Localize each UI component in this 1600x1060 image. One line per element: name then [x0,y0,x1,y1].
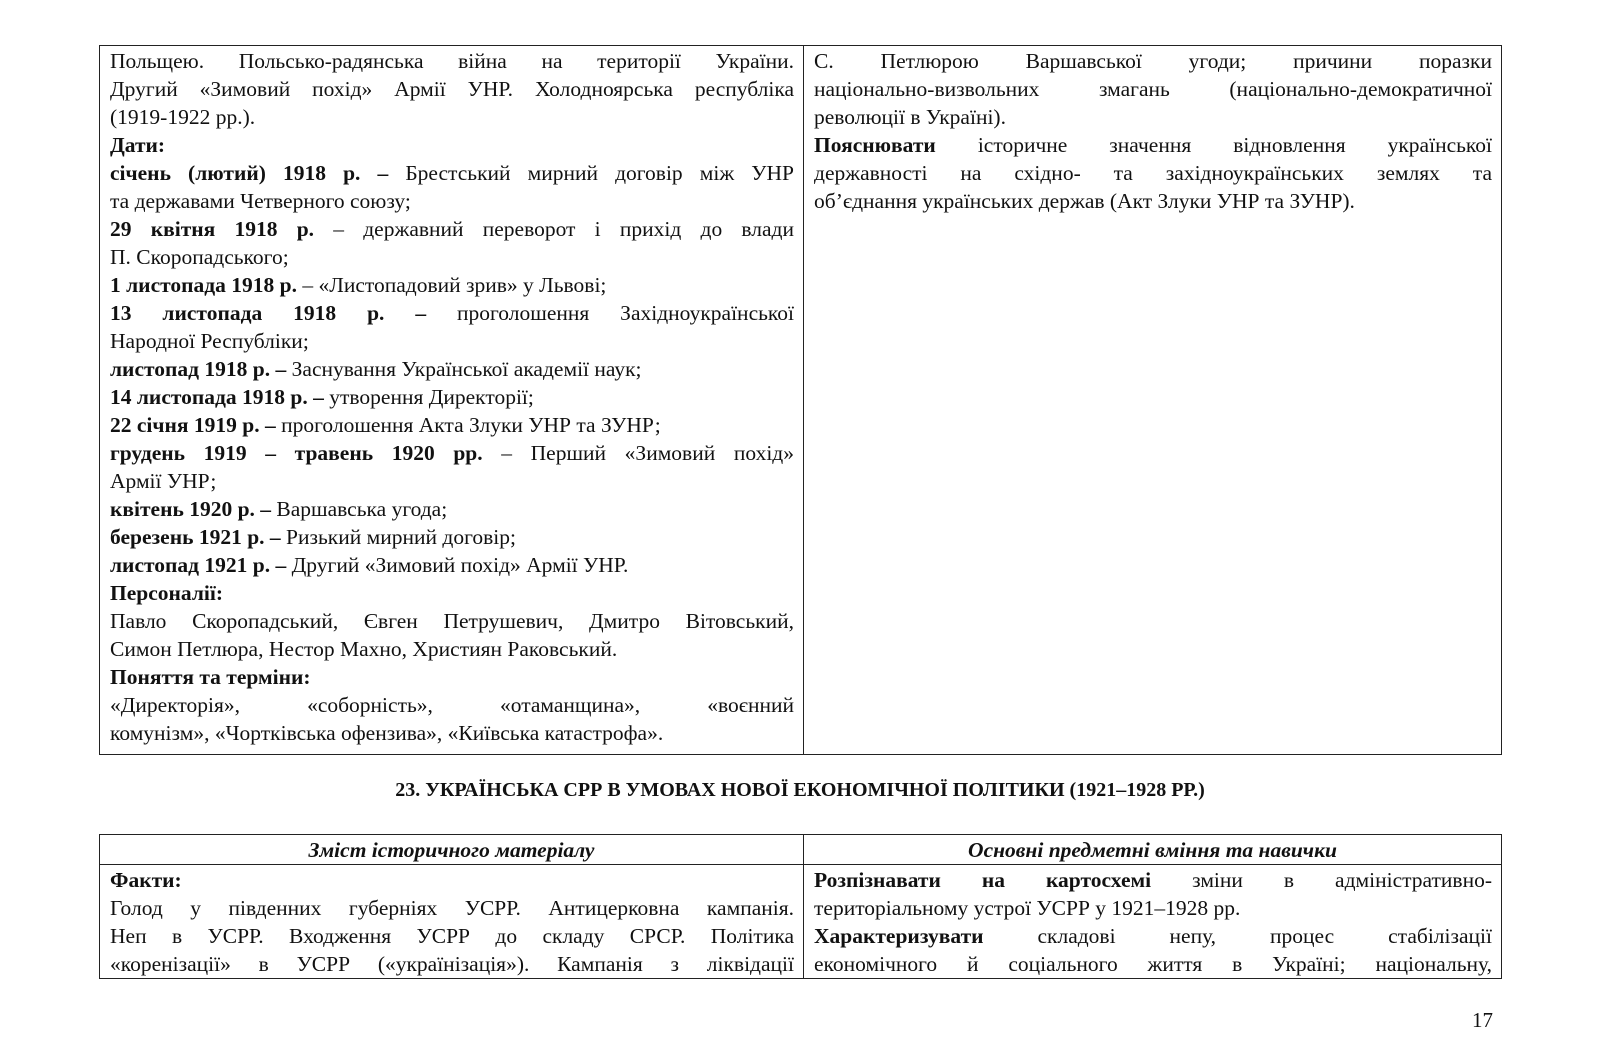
facts-line: Голод у південних губерніях УСРР. Антицерковна кампанія. [110,896,794,920]
table-row [100,46,1502,755]
date-entry: січень (лютий) 1918 р. – Брестський мирний договір між УНР [110,161,794,185]
terms-heading: Поняття та терміни: [110,665,311,689]
date-entry: 13 листопада 1918 р. – проголошення Західноукраїнської [110,301,794,325]
facts-line: Неп в УСРР. Входження УСРР до складу СРСР. Політика [110,924,794,948]
historical-content-cell [100,865,804,979]
intro-line: Польщею. Польсько-радянська війна на території України. [110,49,794,73]
date-entry-continued: Армії УНР; [110,469,217,493]
intro-line: (1919-1922 рр.). [110,105,256,129]
skills-line: Розпізнавати на картосхемі зміни в адміністративно- [814,868,1492,892]
date-entry: квітень 1920 р. – Варшавська угода; [110,497,448,521]
skills-line: національно-визвольних змагань (національно-демократичної [814,77,1492,101]
date-entry: 1 листопада 1918 р. – «Листопадовий зрив» у Львові; [110,273,607,297]
table-row [100,865,1502,979]
skills-line: державності на східно- та західноукраїнських землях та [814,161,1492,185]
terms-list: комунізм», «Чортківська офензива», «Київська катастрофа». [110,721,664,745]
section-title: 23. УКРАЇНСЬКА СРР В УМОВАХ НОВОЇ ЕКОНОМІЧНОЇ ПОЛІТИКИ (1921–1928 РР.) [395,779,1205,801]
date-entry: 14 листопада 1918 р. – утворення Директорії; [110,385,534,409]
date-entry: 29 квітня 1918 р. – державний переворот і прихід до влади [110,217,794,241]
skills-line: економічного й соціального життя в Україні; національну, [814,952,1492,976]
facts-line: «коренізації» в УСРР («українізація»). Кампанія з ліквідації [110,952,794,976]
date-entry: листопад 1918 р. – Заснування Української академії наук; [110,357,642,381]
content-table [99,834,1502,979]
skills-line: С. Петлюрою Варшавської угоди; причини поразки [814,49,1492,73]
date-entry: листопад 1921 р. – Другий «Зимовий похід» Армії УНР. [110,553,629,577]
date-entry: грудень 1919 – травень 1920 рр. – Перший «Зимовий похід» [110,441,794,465]
persons-list: Павло Скоропадський, Євген Петрушевич, Дмитро Вітовський, [110,609,794,633]
facts-heading: Факти: [110,868,182,892]
table-header-row [100,835,1502,865]
dates-heading: Дати: [110,133,166,157]
date-entry-continued: Народної Республіки; [110,329,309,353]
persons-heading: Персоналії: [110,581,224,605]
skills-cell [804,865,1502,979]
date-entry-continued: та державами Четверного союзу; [110,189,411,213]
intro-line: Другий «Зимовий похід» Армії УНР. Холодноярська республіка [110,77,794,101]
skills-line: революції в Україні). [814,105,1006,129]
date-entry: 22 січня 1919 р. – проголошення Акта Злуки УНР та ЗУНР; [110,413,661,437]
column-header-skills: Основні предметні вміння та навички [804,835,1502,865]
column-header-content: Зміст історичного матеріалу [100,835,804,865]
date-entry: березень 1921 р. – Ризький мирний договір; [110,525,516,549]
skills-line: Характеризувати складові непу, процес стабілізації [814,924,1492,948]
date-entry-continued: П. Скоропадського; [110,245,289,269]
historical-content-cell [100,46,804,755]
persons-list: Симон Петлюра, Нестор Махно, Християн Раковський. [110,637,618,661]
skills-line: Пояснювати історичне значення відновлення української [814,133,1492,157]
terms-list: «Директорія», «соборність», «отаманщина», «воєнний [110,693,794,717]
content-table-continued [99,45,1502,755]
skills-line: об’єднання українських держав (Акт Злуки УНР та ЗУНР). [814,189,1355,213]
skills-line: територіальному устрої УСРР у 1921–1928 рр. [814,896,1241,920]
page-number: 17 [1472,1008,1493,1032]
skills-cell [804,46,1502,755]
